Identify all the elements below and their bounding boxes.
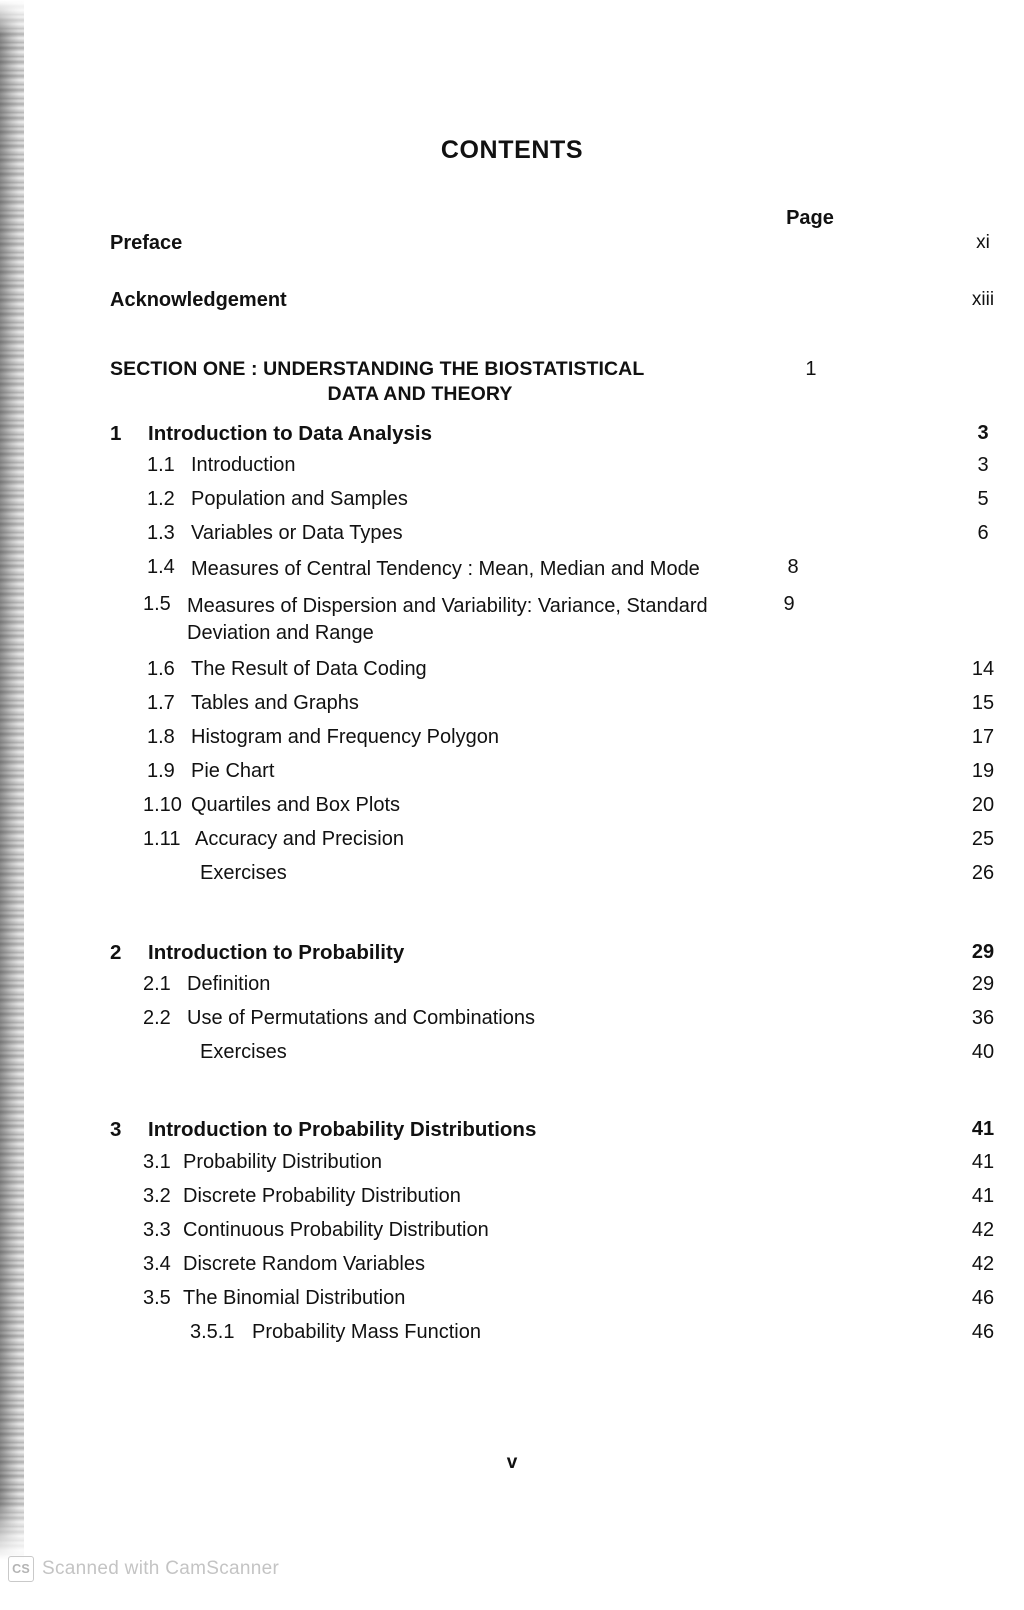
toc-chapter-number: 3 [110, 1117, 122, 1141]
toc-entry-3-1 [0, 1151, 1024, 1174]
toc-entry-page: 25 [971, 827, 995, 850]
toc-entry-number: 1.4 [147, 556, 175, 578]
page-column-header: Page [786, 207, 834, 229]
toc-entry-number: 3.5.1 [190, 1320, 235, 1343]
spacer [0, 783, 1024, 794]
toc-entry-1-7 [0, 692, 1024, 715]
toc-entry-page: 40 [971, 1040, 995, 1063]
toc-chapter-title: Introduction to Probability [148, 940, 405, 964]
toc-entry-page: 46 [971, 1320, 995, 1343]
toc-entry-page: 14 [971, 657, 995, 680]
toc-entry-label: The Result of Data Coding [191, 657, 427, 680]
toc-entry-page: 9 [783, 592, 795, 615]
toc-entry-page: 5 [977, 488, 989, 510]
toc-entry-3-3 [0, 1219, 1024, 1242]
toc-entry-label: Discrete Random Variables [183, 1252, 425, 1275]
toc-entry-page: 41 [971, 1150, 995, 1173]
toc-entry-page: 41 [971, 1184, 995, 1207]
toc-entry-number: 3.2 [143, 1184, 171, 1207]
spacer [0, 749, 1024, 760]
toc-chapter-page: 29 [971, 940, 995, 963]
toc-entry-preface [0, 232, 1024, 255]
toc-entry-3-2 [0, 1185, 1024, 1208]
toc-chapter-2 [0, 941, 1024, 965]
spacer [0, 312, 1024, 358]
toc-entry-page: 19 [971, 759, 995, 782]
toc-entry-1-exercises [0, 862, 1024, 885]
toc-entry-1-1 [0, 454, 1024, 477]
toc-entry-page: 46 [971, 1286, 995, 1309]
toc-entry-label: Probability Distribution [183, 1150, 382, 1173]
spacer [0, 965, 1024, 973]
toc-entry-label: Use of Permutations and Combinations [187, 1006, 535, 1029]
spacer [0, 681, 1024, 692]
toc-entry-label: Population and Samples [191, 488, 408, 510]
toc-entry-page: xiii [971, 289, 995, 310]
toc-entry-3-5-1 [0, 1321, 1024, 1344]
spacer [0, 996, 1024, 1007]
toc-entry-number: 1.5 [143, 592, 171, 615]
camscanner-watermark [8, 1556, 279, 1582]
toc-entry-label: Pie Chart [191, 759, 275, 782]
camscanner-watermark-text: Scanned with CamScanner [42, 1558, 280, 1579]
toc-entry-label: Tables and Graphs [191, 691, 359, 714]
toc-entry-page: 15 [971, 691, 995, 714]
toc-entry-label: Probability Mass Function [252, 1320, 481, 1343]
spacer [0, 1276, 1024, 1287]
toc-entry-number: 3.3 [143, 1218, 171, 1241]
toc-entry-2-exercises [0, 1041, 1024, 1064]
toc-entry-1-6 [0, 658, 1024, 681]
toc-entry-1-4 [0, 556, 1024, 584]
toc-chapter-title: Introduction to Probability Distributions [148, 1117, 537, 1141]
spacer [0, 1242, 1024, 1253]
camscanner-logo-icon: CS [8, 1556, 34, 1582]
toc-chapter-1 [0, 422, 1024, 446]
toc-entry-number: 3.5 [143, 1286, 171, 1309]
toc-entry-page: 3 [977, 454, 989, 476]
toc-entry-label: Measures of Central Tendency : Mean, Median and Mode [191, 558, 700, 580]
toc-chapter-page: 3 [977, 422, 989, 444]
toc-entry-page: 42 [971, 1218, 995, 1241]
toc-entry-label: Quartiles and Box Plots [191, 793, 400, 816]
table-of-contents [0, 232, 1024, 1344]
toc-entry-1-9 [0, 760, 1024, 783]
toc-entry-number: 1.1 [147, 454, 175, 476]
toc-entry-1-8 [0, 726, 1024, 749]
scan-gutter-fade-bottom [0, 1500, 24, 1560]
toc-entry-label: Definition [187, 972, 271, 995]
toc-entry-number: 1.3 [147, 522, 175, 544]
toc-entry-page: 6 [977, 522, 989, 544]
toc-entry-label: Preface [110, 232, 183, 254]
toc-chapter-page: 41 [971, 1117, 995, 1140]
toc-entry-number: 2.1 [143, 972, 171, 995]
toc-chapter-title: Introduction to Data Analysis [148, 422, 432, 445]
toc-section-heading-line1: SECTION ONE : UNDERSTANDING THE BIOSTATISTICAL [110, 358, 645, 380]
toc-entry-number: 2.2 [143, 1006, 171, 1029]
toc-entry-number: 1.7 [147, 691, 175, 714]
toc-section-page: 1 [805, 358, 817, 380]
toc-entry-number: 1.8 [147, 725, 175, 748]
toc-entry-page: 20 [971, 793, 995, 816]
toc-entry-label: The Binomial Distribution [183, 1286, 406, 1309]
toc-entry-label: Variables or Data Types [191, 522, 403, 544]
spacer [0, 851, 1024, 862]
spacer [0, 1174, 1024, 1185]
spacer [0, 1064, 1024, 1118]
scan-gutter-fade-top [0, 0, 24, 36]
toc-entry-page: xi [976, 232, 990, 253]
toc-entry-number: 1.2 [147, 488, 175, 510]
toc-entry-1-2 [0, 488, 1024, 511]
toc-entry-acknowledgement [0, 289, 1024, 312]
page-title: CONTENTS [440, 136, 584, 164]
spacer [0, 406, 1024, 422]
toc-entry-number: 1.10 [143, 793, 182, 816]
spacer [0, 446, 1024, 454]
toc-entry-page: 8 [787, 556, 799, 578]
toc-entry-label: Measures of Dispersion and Variability: Variance, Standard Deviation and Range [187, 594, 708, 645]
toc-entry-3-4 [0, 1253, 1024, 1276]
toc-entry-2-1 [0, 973, 1024, 996]
toc-section-heading [0, 358, 1024, 406]
spacer [0, 511, 1024, 522]
toc-entry-label: Continuous Probability Distribution [183, 1218, 489, 1241]
toc-entry-label: Exercises [200, 861, 287, 884]
toc-entry-2-2 [0, 1007, 1024, 1030]
spacer [0, 1142, 1024, 1151]
spacer [0, 545, 1024, 556]
toc-entry-page: 29 [971, 972, 995, 995]
page-folio: v [506, 1452, 518, 1473]
toc-entry-number: 1.9 [147, 759, 175, 782]
toc-entry-1-10 [0, 794, 1024, 817]
spacer [0, 584, 1024, 593]
spacer [0, 817, 1024, 828]
spacer [0, 885, 1024, 941]
spacer [0, 1310, 1024, 1321]
toc-section-heading-line2: DATA AND THEORY [327, 383, 513, 405]
toc-entry-1-3 [0, 522, 1024, 545]
spacer [0, 715, 1024, 726]
toc-entry-1-11 [0, 828, 1024, 851]
toc-entry-page: 26 [971, 861, 995, 884]
toc-entry-label: Exercises [200, 1040, 287, 1063]
spacer [0, 1030, 1024, 1041]
toc-entry-label: Discrete Probability Distribution [183, 1184, 461, 1207]
toc-chapter-3 [0, 1118, 1024, 1142]
toc-entry-label: Acknowledgement [110, 289, 287, 311]
toc-entry-page: 36 [971, 1006, 995, 1029]
toc-entry-number: 3.4 [143, 1252, 171, 1275]
spacer [0, 648, 1024, 658]
toc-entry-label: Introduction [191, 454, 296, 476]
toc-entry-number: 1.6 [147, 657, 175, 680]
toc-chapter-number: 1 [110, 422, 122, 445]
spacer [0, 1208, 1024, 1219]
toc-entry-1-5 [0, 593, 1024, 648]
toc-chapter-number: 2 [110, 940, 122, 964]
toc-entry-label: Histogram and Frequency Polygon [191, 725, 499, 748]
spacer [0, 255, 1024, 289]
toc-entry-page: 17 [971, 725, 995, 748]
toc-entry-number: 1.11 [143, 827, 181, 850]
toc-entry-3-5 [0, 1287, 1024, 1310]
spacer [0, 477, 1024, 488]
toc-entry-number: 3.1 [143, 1150, 171, 1173]
toc-entry-page: 42 [971, 1252, 995, 1275]
toc-entry-label: Accuracy and Precision [195, 827, 404, 850]
